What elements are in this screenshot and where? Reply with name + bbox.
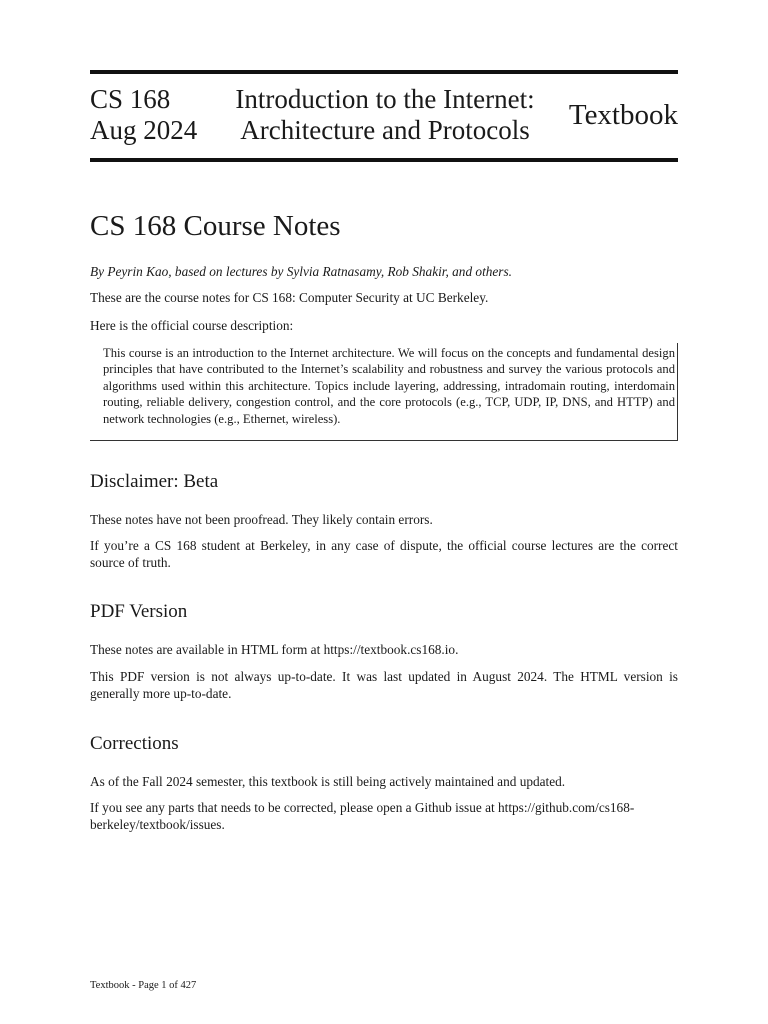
corrections-paragraph-1: As of the Fall 2024 semester, this textbook is still being actively maintained and updated. <box>90 774 566 789</box>
page-footer: Textbook - Page 1 of 427 <box>90 980 197 991</box>
header-top-rule <box>90 70 678 74</box>
corrections-paragraph-2: If you see any parts that needs to be corrected, please open a Github issue at https://github.com/cs168-berkeley/textbook/issues. <box>90 800 635 832</box>
header-course-block <box>90 84 197 146</box>
header-textbook-label: Textbook <box>568 99 678 131</box>
pdf-version-heading: PDF Version <box>90 601 188 622</box>
header-title-line2: Architecture and Protocols <box>240 115 530 145</box>
header-course: CS 168 <box>90 84 171 114</box>
header-date: Aug 2024 <box>90 115 198 145</box>
description-lead: Here is the official course description: <box>90 318 294 333</box>
pdf-paragraph-2: This PDF version is not always up-to-date. It was last updated in August 2024. The HTML version is generally more up-to-date. <box>90 669 678 701</box>
intro-paragraph: These are the course notes for CS 168: Computer Security at UC Berkeley. <box>90 290 489 305</box>
course-description-quote <box>90 343 678 441</box>
corrections-heading: Corrections <box>90 733 179 754</box>
disclaimer-heading: Disclaimer: Beta <box>90 471 219 492</box>
header-title-line1: Introduction to the Internet: <box>235 84 535 114</box>
disclaimer-paragraph-2: If you’re a CS 168 student at Berkeley, in any case of dispute, the official course lectures are the correct source of truth. <box>90 538 678 570</box>
header-bottom-rule <box>90 158 678 162</box>
byline: By Peyrin Kao, based on lectures by Sylvia Ratnasamy, Rob Shakir, and others. <box>90 264 512 279</box>
pdf-paragraph-1: These notes are available in HTML form at https://textbook.cs168.io. <box>90 642 459 657</box>
page-title: CS 168 Course Notes <box>90 210 341 242</box>
document-page <box>90 0 678 1024</box>
course-description-text: This course is an introduction to the Internet architecture. We will focus on the concepts and fundamental design principles that have contributed to the Internet’s scalability and robustness and survey the various protocols and algorithms used within this architecture. Topics include layering, addressing, intradomain routing, interdomain routing, reliable delivery, congestion control, and the core protocols (e.g., TCP, UDP, IP, DNS, and HTTP) and network technologies (e.g., Ethernet, wireless). <box>103 346 675 426</box>
disclaimer-paragraph-1: These notes have not been proofread. They likely contain errors. <box>90 512 433 527</box>
header-title-block <box>230 84 540 146</box>
